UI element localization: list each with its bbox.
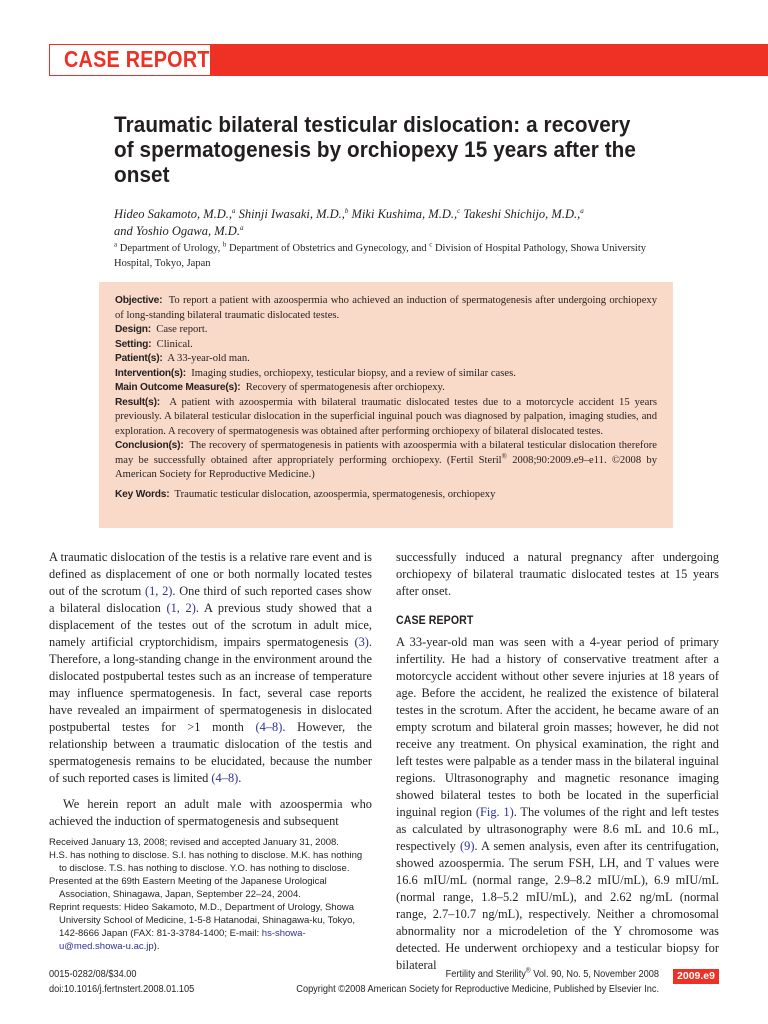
author-affiliation-mark: b <box>344 206 349 215</box>
body-paragraph <box>49 549 372 787</box>
journal-issue <box>267 967 659 982</box>
body-text: . A previous study showed that a displacement of the testes out of the scrotum in adult mice, namely artificial cryptorchidism, impairs spermatogenesis <box>49 601 372 649</box>
affiliations <box>114 241 674 271</box>
body-text: . The volumes of the right and left testes as calculated by ultrasonography were 8.6 mL and 10.6 mL, respectively <box>396 805 719 853</box>
body-column-right <box>396 549 719 974</box>
body-paragraph: We herein report an adult male with azoospermia who achieved the induction of spermatogenesis and subsequent <box>49 797 372 828</box>
abstract-label: Setting: <box>115 338 152 350</box>
body-paragraph <box>396 634 719 974</box>
abstract-label: Objective: <box>115 295 163 306</box>
section-label: CASE REPORT <box>64 46 210 72</box>
issn: 0015-0282/08/$34.00 <box>49 969 137 980</box>
abstract-label: Result(s): <box>115 396 160 408</box>
abstract-citation: 2008;90:2009.e9–e11. ©2008 by American Society for Reproductive Medicine.) <box>115 454 657 480</box>
abstract-patients: A 33-year-old man. <box>167 353 250 364</box>
journal-name: Fertility and Sterility <box>445 969 526 980</box>
reference-link[interactable]: (4–8) <box>211 771 239 785</box>
reference-link[interactable]: (1, 2) <box>166 601 196 615</box>
affiliation-mark: c <box>429 240 433 249</box>
abstract-objective: To report a patient with azoospermia who achieved an induction of spermatogenesis after undergoing orchiopexy of long-standing bilateral traumatic dislocated testes. <box>115 295 657 321</box>
reference-link[interactable]: (4–8) <box>255 720 283 734</box>
reprint-text: ). <box>153 941 160 952</box>
abstract-box <box>99 282 673 528</box>
abstract-results: A patient with azoospermia with bilateral traumatic dislocated testes due to a motorcycle accident 15 years previously. A bilateral testicular dislocation in the superficial inguinal pouch was diagnosed by palpation, imaging studies, and exploration. A recovery of spermatogenesis was obtained after performing orchiopexy of bilateral dislocated testes. <box>115 396 657 437</box>
email-link[interactable]: hs-showa-u@med.showa-u.ac.jp <box>59 928 306 952</box>
abstract-label: Intervention(s): <box>115 367 186 379</box>
issue-info: Vol. 90, No. 5, November 2008 <box>533 969 659 980</box>
footer-journal <box>267 967 659 997</box>
reprint-text: Reprint requests: Hideo Sakamoto, M.D., Department of Urology, Showa University School of Medicine, 1-5-8 Hatanodai, Shinagawa-ku, Tokyo, 142-8666 Japan (FAX: 81-3-3784-1400; E-mail: <box>49 902 356 939</box>
author-affiliation-mark: a <box>580 206 584 215</box>
copyright: Copyright ©2008 American Society for Reproductive Medicine, Published by Elsevier Inc. <box>296 984 659 995</box>
abstract-design: Case report. <box>156 324 208 335</box>
body-text: A traumatic dislocation of the testis is a relative rare event and is defined as displacement of one or both normally located testes out of the scrotum <box>49 550 372 598</box>
abstract-conclusions: The recovery of spermatogenesis in patients with azoospermia with a bilateral testicular dislocation therefore may be successfully obtained after appropriately performing orchiopexy. (Fertil Steril <box>115 440 657 466</box>
author-name: and Yoshio Ogawa, M.D. <box>114 224 240 238</box>
body-text: . One third of such reported cases show a bilateral dislocation <box>49 584 372 615</box>
abstract-label: Conclusion(s): <box>115 440 184 451</box>
abstract-keywords: Traumatic testicular dislocation, azoospermia, spermatogenesis, orchiopexy <box>174 488 496 500</box>
affiliation-text: Department of Urology, <box>119 243 221 254</box>
abstract-label: Main Outcome Measure(s): <box>115 382 241 393</box>
reference-link[interactable]: (3) <box>354 635 369 649</box>
page-number: 2009.e9 <box>673 969 719 984</box>
header-red-band <box>211 44 768 76</box>
reprint-note <box>49 901 372 953</box>
author-name: Shinji Iwasaki, M.D., <box>238 207 345 221</box>
abstract-interventions: Imaging studies, orchiopexy, testicular biopsy, and a review of similar cases. <box>191 367 516 379</box>
author-name: Miki Kushima, M.D., <box>351 207 458 221</box>
abstract-label: Design: <box>115 324 151 335</box>
body-paragraph: successfully induced a natural pregnancy after undergoing orchiopexy of bilateral traumatic dislocated testes at 15 years after onset. <box>396 550 719 598</box>
abstract-outcome: Recovery of spermatogenesis after orchiopexy. <box>245 382 445 393</box>
body-text: . <box>238 771 242 785</box>
article-title: Traumatic bilateral testicular dislocation: a recovery of spermatogenesis by orchiopexy 15 years after the onset <box>114 112 637 187</box>
affiliation-text: Division of Hospital Pathology, Showa University Hospital, Tokyo, Japan <box>114 243 646 269</box>
reference-link[interactable]: (9) <box>460 839 475 853</box>
abstract-label: Key Words: <box>115 488 170 500</box>
registered-mark: ® <box>525 967 531 975</box>
body-text: . Therefore, a long-standing change in the environment around the dislocated postpubertal testes such as an increase of temperature may influence spermatogenesis. In fact, several case reports have revealed an impairment of spermatogenesis in dislocated postpubertal testes for >1 month <box>49 635 372 734</box>
body-text: . However, the relationship between a traumatic dislocation of the testis and spermatogenesis remains to be elucidated, because the number of such reported cases is limited <box>49 720 372 785</box>
figure-link[interactable]: (Fig. 1) <box>475 805 514 819</box>
author-affiliation-mark: a <box>239 223 244 232</box>
abstract-label: Patient(s): <box>115 353 163 364</box>
author-affiliation-mark: c <box>457 206 461 215</box>
footer-identifiers <box>49 967 194 997</box>
body-text: A 33-year-old man was seen with a 4-year period of primary infertility. He had a history of conservative treatment after a motorcycle accident without other severe injuries at 18 years of age. Before the accident, he realized the existence of bilateral testes in the scrotum. After the accident, he became aware of an empty scrotum and bilateral groin masses; however, he did not receive any treatment. On physical examination, the right and left testes were palpable as a tender mass in the bilateral inguinal regions. Ultrasonography and magnetic resonance imaging showed bilateral testes to both be located in the superficial inguinal region <box>396 635 719 819</box>
article-notes <box>49 836 372 953</box>
affiliation-mark: b <box>222 240 227 249</box>
presentation-note: Presented at the 69th Eastern Meeting of the Japanese Urological Association, Shinagawa, Japan, September 22–24, 2004. <box>49 876 327 900</box>
disclosure-note: H.S. has nothing to disclose. S.I. has nothing to disclose. M.K. has nothing to disclose. T.S. has nothing to disclose. Y.O. has nothing to disclose. <box>49 850 363 874</box>
abstract-setting: Clinical. <box>156 338 193 350</box>
reference-link[interactable]: (1, 2) <box>144 584 173 598</box>
author-name: Takeshi Shichijo, M.D., <box>463 207 581 221</box>
doi: doi:10.1016/j.fertnstert.2008.01.105 <box>49 984 195 995</box>
body-column-left <box>49 549 372 830</box>
received-dates: Received January 13, 2008; revised and accepted January 31, 2008. <box>49 837 339 848</box>
affiliation-mark: a <box>114 240 118 249</box>
affiliation-text: Department of Obstetrics and Gynecology, and <box>228 243 427 254</box>
body-text: . A semen analysis, even after its centrifugation, showed azoospermia. The serum FSH, LH, and T values were 16.6 mIU/mL (normal range, 2.9–8.2 mIU/mL), 6.9 mIU/mL (normal range, 1.8–5.2 mIU/mL), and 2.62 ng/mL (normal range, 2.7–10.7 ng/mL), respectively. Neither a chromosomal abnormality nor a microdeletion of the Y chromosome was detected. He underwent orchiopexy and a testicular biopsy for bilateral <box>396 839 719 972</box>
author-name: Hideo Sakamoto, M.D., <box>114 207 233 221</box>
author-affiliation-mark: a <box>232 206 236 215</box>
registered-mark: ® <box>501 451 507 460</box>
author-list <box>114 206 674 240</box>
section-heading: CASE REPORT <box>396 615 474 627</box>
